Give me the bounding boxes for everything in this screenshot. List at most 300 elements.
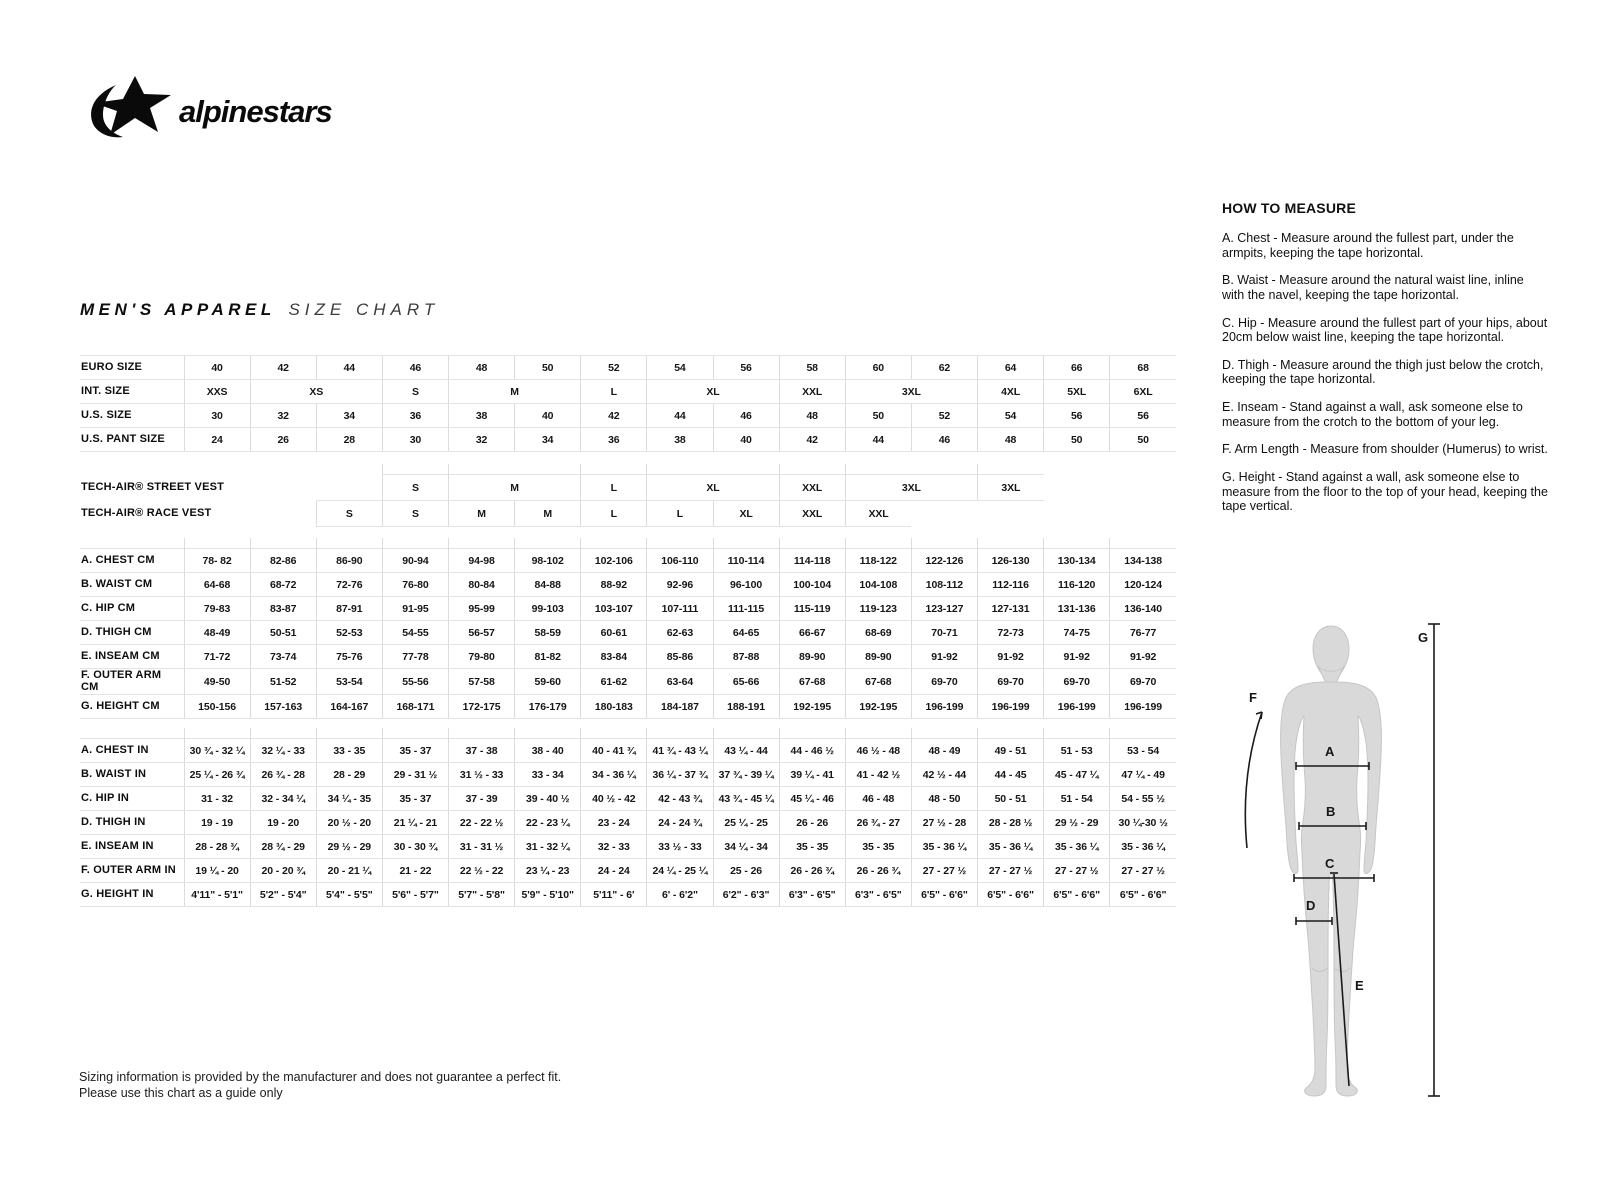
table-row-c-hip-in — [80, 786, 1176, 810]
size-cell: 103-107 — [581, 597, 647, 621]
size-cell: 59-60 — [515, 669, 581, 695]
size-cell: 76-80 — [382, 573, 448, 597]
size-cell: 122-126 — [911, 549, 977, 573]
size-cell: 42 - 43 ¾ — [647, 786, 713, 810]
size-cell: 91-92 — [1044, 645, 1110, 669]
size-cell: 89-90 — [845, 645, 911, 669]
size-cell: 58 — [779, 356, 845, 380]
size-cell: 46 — [382, 356, 448, 380]
size-cell: 115-119 — [779, 597, 845, 621]
size-cell: 27 - 27 ½ — [1044, 858, 1110, 882]
size-cell — [581, 728, 647, 739]
size-cell: 32 — [449, 428, 515, 452]
size-cell: 192-195 — [845, 694, 911, 718]
size-cell: 44 — [647, 404, 713, 428]
size-cell — [845, 728, 911, 739]
size-cell: 6'3" - 6'5" — [845, 882, 911, 906]
size-cell: 66-67 — [779, 621, 845, 645]
size-cell: 37 - 39 — [449, 786, 515, 810]
size-cell — [647, 728, 713, 739]
size-cell: 62-63 — [647, 621, 713, 645]
size-cell: 34 ¼ - 34 — [713, 834, 779, 858]
size-cell: 68 — [1110, 356, 1176, 380]
size-cell: 58-59 — [515, 621, 581, 645]
size-cell: 50 — [1110, 428, 1176, 452]
measure-item-inseam: E. Inseam - Stand against a wall, ask someone else to measure from the crotch to the bottom of your leg. — [1222, 400, 1523, 429]
size-cell: 87-88 — [713, 645, 779, 669]
size-cell: 69-70 — [978, 669, 1044, 695]
disclaimer-line-1: Sizing information is provided by the manufacturer and does not guarantee a perfect fit. — [79, 1070, 562, 1084]
size-cell: 87-91 — [316, 597, 382, 621]
size-cell: 130-134 — [1044, 549, 1110, 573]
size-cell: 22 - 23 ¼ — [515, 810, 581, 834]
size-cell: 42 ½ - 44 — [911, 762, 977, 786]
size-cell — [184, 728, 250, 739]
size-cell: 38 - 40 — [515, 738, 581, 762]
size-cell: 116-120 — [1044, 573, 1110, 597]
size-cell: 69-70 — [1110, 669, 1176, 695]
size-cell: 6XL — [1110, 380, 1176, 404]
size-cell: XL — [647, 380, 779, 404]
figure-label-b: B — [1326, 804, 1336, 819]
size-cell: 68-69 — [845, 621, 911, 645]
table-row-tech-air-street-vest — [80, 475, 1176, 501]
size-cell: 24 ¼ - 25 ¼ — [647, 858, 713, 882]
empty-cell — [911, 501, 1176, 527]
size-cell: 22 ½ - 22 — [449, 858, 515, 882]
size-cell: 106-110 — [647, 549, 713, 573]
size-cell: 60-61 — [581, 621, 647, 645]
size-cell: 37 ¾ - 39 ¼ — [713, 762, 779, 786]
size-cell: 188-191 — [713, 694, 779, 718]
size-cell: 60 — [845, 356, 911, 380]
size-cell: 26 - 26 ¾ — [779, 858, 845, 882]
size-cell: 49-50 — [184, 669, 250, 695]
size-cell: 25 ¼ - 26 ¾ — [184, 762, 250, 786]
size-cell: 28 ¾ - 29 — [250, 834, 316, 858]
size-cell: 5'11" - 6' — [581, 882, 647, 906]
size-cell: S — [382, 501, 448, 527]
size-cell: 44 — [316, 356, 382, 380]
size-cell: 131-136 — [1044, 597, 1110, 621]
size-cell: 35 - 36 ¼ — [911, 834, 977, 858]
size-cell: 44 - 45 — [978, 762, 1044, 786]
size-cell — [1044, 728, 1110, 739]
size-cell — [515, 538, 581, 549]
size-cell: 4XL — [978, 380, 1044, 404]
size-cell: 44 - 46 ½ — [779, 738, 845, 762]
how-to-measure-panel — [1222, 200, 1548, 527]
size-cell: 75-76 — [316, 645, 382, 669]
table-row-f-outer-arm-in — [80, 858, 1176, 882]
measure-item-hip: C. Hip - Measure around the fullest part of your hips, about 20cm below waist line, keeping the tape horizontal. — [1222, 315, 1548, 345]
size-cell: 51 - 53 — [1044, 738, 1110, 762]
size-cell: 90-94 — [382, 549, 448, 573]
size-cell: 99-103 — [515, 597, 581, 621]
row-label: U.S. PANT SIZE — [80, 428, 184, 452]
size-cell: 42 — [250, 356, 316, 380]
size-cell — [382, 464, 448, 475]
size-cell: 27 - 27 ½ — [1110, 858, 1176, 882]
size-cell: 98-102 — [515, 549, 581, 573]
size-cell — [978, 728, 1044, 739]
size-cell: 114-118 — [779, 549, 845, 573]
size-cell: 46 ½ - 48 — [845, 738, 911, 762]
size-cell: 28 - 28 ½ — [978, 810, 1044, 834]
size-cell: 172-175 — [449, 694, 515, 718]
size-cell: 21 ¼ - 21 — [382, 810, 448, 834]
size-cell: 80-84 — [449, 573, 515, 597]
row-label: A. CHEST CM — [80, 549, 184, 573]
size-cell: 39 ¼ - 41 — [779, 762, 845, 786]
size-cell — [184, 538, 250, 549]
size-cell: 100-104 — [779, 573, 845, 597]
table-row-euro-size — [80, 356, 1176, 380]
size-cell: 46 - 48 — [845, 786, 911, 810]
row-label — [80, 464, 184, 475]
size-cell: 41 - 42 ½ — [845, 762, 911, 786]
size-cell: 43 ¾ - 45 ¼ — [713, 786, 779, 810]
size-cell: 27 - 27 ½ — [911, 858, 977, 882]
size-cell: XXL — [779, 380, 845, 404]
size-cell: 31 ½ - 33 — [449, 762, 515, 786]
size-cell: M — [449, 501, 515, 527]
size-table-group-in — [80, 728, 1176, 907]
size-cell: 92-96 — [647, 573, 713, 597]
size-cell: 118-122 — [845, 549, 911, 573]
size-cell: 34 — [515, 428, 581, 452]
size-cell — [779, 538, 845, 549]
size-cell: M — [449, 380, 581, 404]
size-cell: 50 — [1044, 428, 1110, 452]
size-cell: 23 - 24 — [581, 810, 647, 834]
size-cell: 28 — [316, 428, 382, 452]
figure-label-e: E — [1355, 978, 1364, 993]
row-label: F. OUTER ARM CM — [80, 669, 184, 695]
row-label: INT. SIZE — [80, 380, 184, 404]
row-label: G. HEIGHT CM — [80, 694, 184, 718]
size-cell: 84-88 — [515, 573, 581, 597]
size-cell — [845, 538, 911, 549]
size-cell: 32 - 34 ¼ — [250, 786, 316, 810]
size-cell: 19 - 19 — [184, 810, 250, 834]
measure-item-chest: A. Chest - Measure around the fullest part, under the armpits, keeping the tape horizontal. — [1222, 231, 1514, 260]
table-row-e-inseam-cm — [80, 645, 1176, 669]
size-cell: 23 ¼ - 23 — [515, 858, 581, 882]
figure-label-g: G — [1418, 630, 1429, 645]
table-row-d-thigh-cm — [80, 621, 1176, 645]
row-label: TECH-AIR® STREET VEST — [81, 481, 225, 494]
size-cell: 91-92 — [1110, 645, 1176, 669]
size-cell — [1110, 538, 1176, 549]
size-cell: 5XL — [1044, 380, 1110, 404]
gap-row — [80, 538, 1176, 549]
table-row-b-waist-in — [80, 762, 1176, 786]
size-cell: S — [382, 380, 448, 404]
size-cell — [250, 538, 316, 549]
size-cell: 67-68 — [779, 669, 845, 695]
size-cell: 26 - 26 — [779, 810, 845, 834]
logo-wordmark: alpinestars — [179, 94, 332, 129]
size-cell: 39 - 40 ½ — [515, 786, 581, 810]
size-cell — [911, 728, 977, 739]
measurement-figure — [1236, 616, 1451, 1108]
size-cell: 56 — [713, 356, 779, 380]
row-label: TECH-AIR® RACE VEST — [81, 507, 212, 520]
size-cell: 56 — [1110, 404, 1176, 428]
size-cell: 72-76 — [316, 573, 382, 597]
size-cell: 50-51 — [250, 621, 316, 645]
table-row-g-height-cm — [80, 694, 1176, 718]
size-cell: XXL — [779, 475, 845, 501]
size-cell — [845, 464, 977, 475]
size-cell: 196-199 — [1110, 694, 1176, 718]
size-cell: 52-53 — [316, 621, 382, 645]
row-label: G. HEIGHT IN — [80, 882, 184, 906]
size-cell: 5'6" - 5'7" — [382, 882, 448, 906]
size-cell — [779, 464, 845, 475]
row-label: D. THIGH IN — [80, 810, 184, 834]
size-cell: 164-167 — [316, 694, 382, 718]
size-cell: 3XL — [845, 475, 977, 501]
size-cell — [316, 728, 382, 739]
table-row-b-waist-cm — [80, 573, 1176, 597]
size-cell: 74-75 — [1044, 621, 1110, 645]
size-cell: 111-115 — [713, 597, 779, 621]
size-cell: 89-90 — [779, 645, 845, 669]
size-cell: 31 - 32 ¼ — [515, 834, 581, 858]
size-cell — [1044, 538, 1110, 549]
size-cell: 69-70 — [911, 669, 977, 695]
size-cell: 65-66 — [713, 669, 779, 695]
table-row-a-chest-cm — [80, 549, 1176, 573]
size-cell: 196-199 — [1044, 694, 1110, 718]
size-cell: 45 ¼ - 46 — [779, 786, 845, 810]
size-table-group-cm — [80, 538, 1176, 719]
size-cell: 72-73 — [978, 621, 1044, 645]
size-cell: XL — [647, 475, 779, 501]
size-cell: 102-106 — [581, 549, 647, 573]
size-cell: 68-72 — [250, 573, 316, 597]
size-cell: 42 — [581, 404, 647, 428]
size-cell: 24 — [184, 428, 250, 452]
size-cell: 24 - 24 — [581, 858, 647, 882]
size-cell: 76-77 — [1110, 621, 1176, 645]
size-cell — [250, 728, 316, 739]
table-row-d-thigh-in — [80, 810, 1176, 834]
size-cell: 40 — [184, 356, 250, 380]
size-cell: 42 — [779, 428, 845, 452]
size-cell: S — [382, 475, 448, 501]
size-cell: 35 - 36 ¼ — [1044, 834, 1110, 858]
size-cell: 35 - 37 — [382, 786, 448, 810]
size-cell: 34 — [316, 404, 382, 428]
size-cell: 5'9" - 5'10" — [515, 882, 581, 906]
size-cell: 82-86 — [250, 549, 316, 573]
size-cell: 40 - 41 ¾ — [581, 738, 647, 762]
gap-row — [80, 728, 1176, 739]
size-cell: 27 - 27 ½ — [978, 858, 1044, 882]
size-cell: 95-99 — [449, 597, 515, 621]
size-cell: 63-64 — [647, 669, 713, 695]
size-cell: 62 — [911, 356, 977, 380]
size-cell — [647, 464, 779, 475]
size-cell: 91-92 — [978, 645, 1044, 669]
size-cell: 48 - 49 — [911, 738, 977, 762]
disclaimer-line-2: Please use this chart as a guide only — [79, 1085, 283, 1100]
size-cell: 47 ¼ - 49 — [1110, 762, 1176, 786]
size-cell: 44 — [845, 428, 911, 452]
row-label: B. WAIST CM — [80, 573, 184, 597]
size-cell: 126-130 — [978, 549, 1044, 573]
size-cell: 196-199 — [978, 694, 1044, 718]
size-cell: 79-83 — [184, 597, 250, 621]
size-cell: XS — [250, 380, 382, 404]
size-cell: 56-57 — [449, 621, 515, 645]
size-cell: 25 ¼ - 25 — [713, 810, 779, 834]
size-cell: 157-163 — [250, 694, 316, 718]
size-cell: 54 — [647, 356, 713, 380]
size-cell: 22 - 22 ½ — [449, 810, 515, 834]
size-cell — [978, 464, 1044, 475]
gap-row — [80, 464, 1176, 475]
size-cell: 134-138 — [1110, 549, 1176, 573]
size-cell: 64-68 — [184, 573, 250, 597]
size-cell: L — [581, 475, 647, 501]
empty-cell — [184, 464, 382, 475]
row-label: F. OUTER ARM IN — [80, 858, 184, 882]
size-cell: 35 - 37 — [382, 738, 448, 762]
size-cell: 32 — [250, 404, 316, 428]
size-cell: M — [515, 501, 581, 527]
size-cell: 31 - 32 — [184, 786, 250, 810]
size-cell: 104-108 — [845, 573, 911, 597]
size-cell: 112-116 — [978, 573, 1044, 597]
size-cell: 57-58 — [449, 669, 515, 695]
size-cell: 30 ¾ - 32 ¼ — [184, 738, 250, 762]
size-cell: 123-127 — [911, 597, 977, 621]
size-cell: 50 - 51 — [978, 786, 1044, 810]
size-cell: 48 - 50 — [911, 786, 977, 810]
size-cell: 54 — [978, 404, 1044, 428]
size-cell: 46 — [911, 428, 977, 452]
figure-label-c: C — [1325, 856, 1335, 871]
size-cell: 19 ¼ - 20 — [184, 858, 250, 882]
size-cell: 40 ½ - 42 — [581, 786, 647, 810]
measure-item-arm-length: F. Arm Length - Measure from shoulder (Humerus) to wrist. — [1222, 442, 1548, 457]
size-cell: 26 — [250, 428, 316, 452]
size-cell: 6'3" - 6'5" — [779, 882, 845, 906]
page-title-primary: MEN'S APPAREL — [80, 300, 276, 319]
size-cell: 61-62 — [581, 669, 647, 695]
table-row-u-s-size — [80, 404, 1176, 428]
measure-item-waist: B. Waist - Measure around the natural waist line, inline with the navel, keeping the tape horizontal. — [1222, 273, 1524, 302]
size-cell — [316, 538, 382, 549]
row-label: C. HIP CM — [80, 597, 184, 621]
size-table — [80, 355, 1176, 907]
table-row-a-chest-in — [80, 738, 1176, 762]
size-cell: 32 - 33 — [581, 834, 647, 858]
size-cell: 41 ¾ - 43 ¼ — [647, 738, 713, 762]
row-label: D. THIGH CM — [80, 621, 184, 645]
size-cell: 52 — [911, 404, 977, 428]
size-cell: 29 ½ - 29 — [1044, 810, 1110, 834]
size-cell: 29 - 31 ½ — [382, 762, 448, 786]
size-cell: L — [647, 501, 713, 527]
size-cell: 81-82 — [515, 645, 581, 669]
size-cell: 5'7" - 5'8" — [449, 882, 515, 906]
row-label: E. INSEAM IN — [80, 834, 184, 858]
alpinestars-logo — [83, 72, 403, 144]
table-row-e-inseam-in — [80, 834, 1176, 858]
size-cell: 35 - 36 ¼ — [1110, 834, 1176, 858]
size-cell: L — [581, 501, 647, 527]
size-cell: 110-114 — [713, 549, 779, 573]
size-cell: 6'2" - 6'3" — [713, 882, 779, 906]
figure-label-d: D — [1306, 898, 1316, 913]
how-to-measure-title: HOW TO MEASURE — [1222, 200, 1356, 216]
size-cell: 120-124 — [1110, 573, 1176, 597]
size-cell: 51 - 54 — [1044, 786, 1110, 810]
row-label: C. HIP IN — [80, 786, 184, 810]
empty-cell — [1044, 475, 1176, 501]
size-cell — [449, 464, 581, 475]
size-cell: 54-55 — [382, 621, 448, 645]
table-row-f-outer-arm-cm — [80, 669, 1176, 695]
size-cell: 83-84 — [581, 645, 647, 669]
size-cell: 34 ¼ - 35 — [316, 786, 382, 810]
size-cell: 28 - 29 — [316, 762, 382, 786]
size-cell: 119-123 — [845, 597, 911, 621]
size-cell: 91-95 — [382, 597, 448, 621]
size-cell — [515, 728, 581, 739]
size-cell: 184-187 — [647, 694, 713, 718]
size-cell: 40 — [713, 428, 779, 452]
size-cell: 33 - 35 — [316, 738, 382, 762]
size-cell — [449, 728, 515, 739]
size-cell: 35 - 35 — [845, 834, 911, 858]
size-cell: 36 ¼ - 37 ¾ — [647, 762, 713, 786]
size-cell: 27 ½ - 28 — [911, 810, 977, 834]
size-cell: 54 - 55 ½ — [1110, 786, 1176, 810]
size-cell: 3XL — [978, 475, 1044, 501]
row-label: A. CHEST IN — [80, 738, 184, 762]
size-cell — [978, 538, 1044, 549]
figure-label-a: A — [1325, 744, 1335, 759]
size-cell: 24 - 24 ¾ — [647, 810, 713, 834]
size-table-group-vests — [80, 464, 1176, 527]
size-cell: 108-112 — [911, 573, 977, 597]
size-cell: 73-74 — [250, 645, 316, 669]
size-cell: 50 — [845, 404, 911, 428]
size-cell: 85-86 — [647, 645, 713, 669]
size-cell: XXL — [845, 501, 911, 527]
size-cell: 78- 82 — [184, 549, 250, 573]
size-table-group-sizes — [80, 355, 1176, 452]
size-cell: 176-179 — [515, 694, 581, 718]
size-cell: 45 - 47 ¼ — [1044, 762, 1110, 786]
table-row-int-size — [80, 380, 1176, 404]
size-cell: 53 - 54 — [1110, 738, 1176, 762]
size-cell — [911, 538, 977, 549]
size-cell: 36 — [581, 428, 647, 452]
size-cell: 6' - 6'2" — [647, 882, 713, 906]
size-cell — [1110, 728, 1176, 739]
size-cell: 33 - 34 — [515, 762, 581, 786]
page-title — [80, 300, 439, 320]
size-cell: 20 - 21 ¼ — [316, 858, 382, 882]
size-cell: 30 — [184, 404, 250, 428]
